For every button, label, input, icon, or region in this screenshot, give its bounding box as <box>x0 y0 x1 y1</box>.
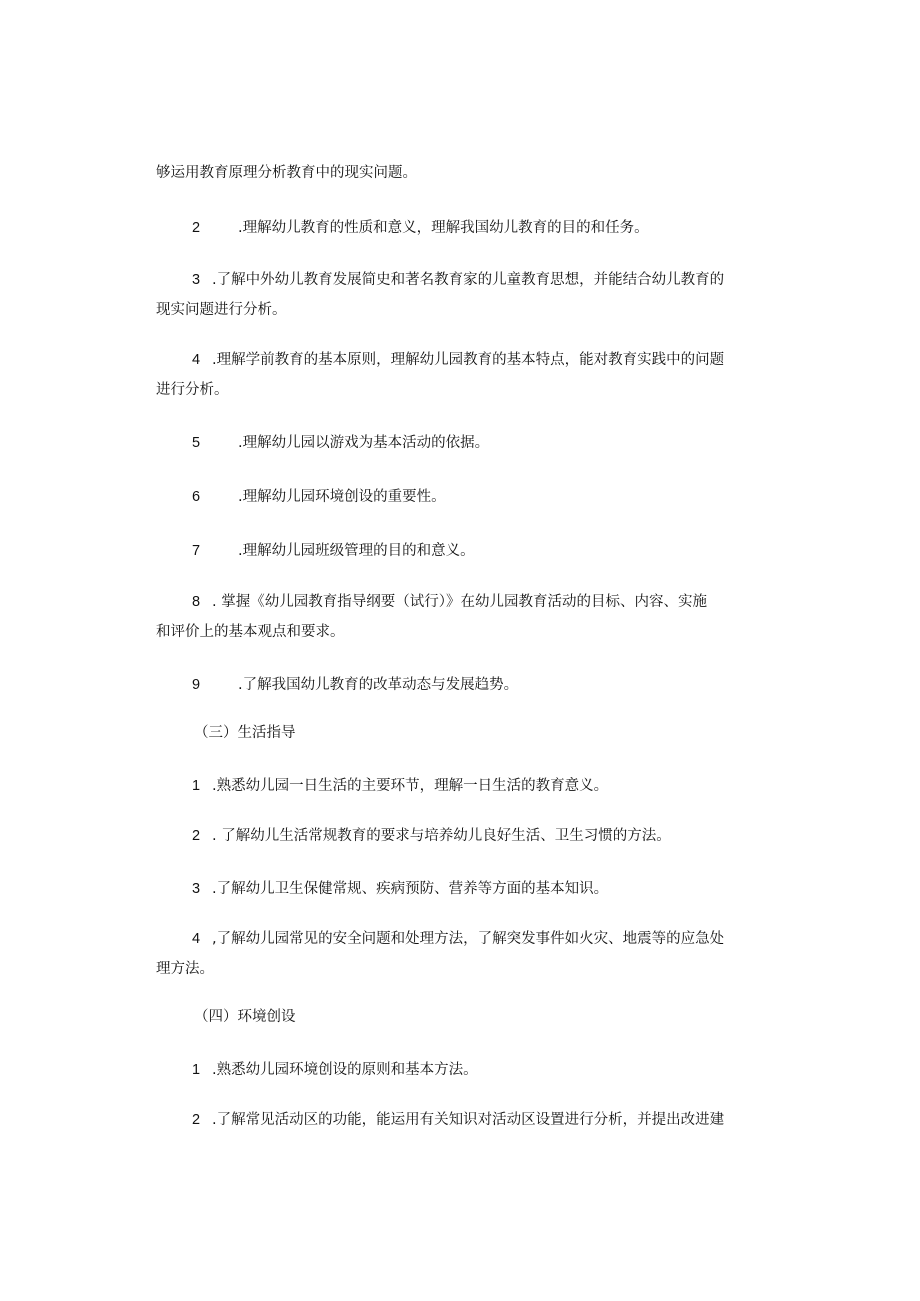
item-continuation <box>156 380 766 401</box>
item-number: 2 <box>192 1112 201 1128</box>
item-number: 3 <box>192 272 201 288</box>
item-text: .理解幼儿园班级管理的目的和意义。 <box>238 543 475 559</box>
item-continuation <box>156 300 766 321</box>
item-text: .了解中外幼儿教育发展简史和著名教育家的儿童教育思想，并能结合幼儿教育的 <box>212 272 725 288</box>
item-number: 5 <box>192 435 201 451</box>
item-text: .了解我国幼儿教育的改革动态与发展趋势。 <box>238 677 519 693</box>
item-number: 3 <box>192 881 201 897</box>
item-text: .熟悉幼儿园环境创设的原则和基本方法。 <box>212 1062 478 1078</box>
item-text: . 掌握《幼儿园教育指导纲要（试行）》在幼儿园教育活动的目标、内容、实施 <box>212 594 707 610</box>
item-number: 2 <box>192 220 201 236</box>
item-text: .了解常见活动区的功能，能运用有关知识对活动区设置进行分析，并提出改进建 <box>212 1112 725 1128</box>
item-number: 7 <box>192 543 201 559</box>
item-text: .理解幼儿园以游戏为基本活动的依据。 <box>238 435 490 451</box>
item-number: 1 <box>192 1062 201 1078</box>
item-continuation-text: 和评价上的基本观点和要求。 <box>156 624 345 640</box>
item-continuation <box>156 622 766 643</box>
opening-line <box>156 163 766 184</box>
item-number: 6 <box>192 489 201 505</box>
item-text: .理解幼儿教育的性质和意义，理解我国幼儿教育的目的和任务。 <box>238 220 649 236</box>
item-text: .了解幼儿卫生保健常规、疾病预防、营养等方面的基本知识。 <box>212 881 609 897</box>
item-text: ,了解幼儿园常见的安全问题和处理方法，了解突发事件如火灾、地震等的应急处 <box>212 931 725 947</box>
section-heading <box>194 723 804 744</box>
item-text: .熟悉幼儿园一日生活的主要环节，理解一日生活的教育意义。 <box>212 778 609 794</box>
item-number: 4 <box>192 352 201 368</box>
item-number: 4 <box>192 931 201 947</box>
item-text: . 了解幼儿生活常规教育的要求与培养幼儿良好生活、卫生习惯的方法。 <box>212 828 671 844</box>
item-number: 1 <box>192 778 201 794</box>
item-number: 9 <box>192 677 201 693</box>
item-text: .理解学前教育的基本原则，理解幼儿园教育的基本特点，能对教育实践中的问题 <box>212 352 725 368</box>
section-heading-text: （四）环境创设 <box>194 1009 296 1025</box>
item-continuation-text: 进行分析。 <box>156 382 229 398</box>
opening-text: 够运用教育原理分析教育中的现实问题。 <box>156 165 417 181</box>
item-continuation-text: 现实问题进行分析。 <box>156 302 287 318</box>
item-continuation-text: 理方法。 <box>156 961 214 977</box>
section-heading-text: （三）生活指导 <box>194 725 296 741</box>
item-number: 2 <box>192 828 201 844</box>
section-heading <box>194 1007 804 1028</box>
item-continuation <box>156 959 766 980</box>
item-text: .理解幼儿园环境创设的重要性。 <box>238 489 446 505</box>
item-number: 8 <box>192 594 201 610</box>
